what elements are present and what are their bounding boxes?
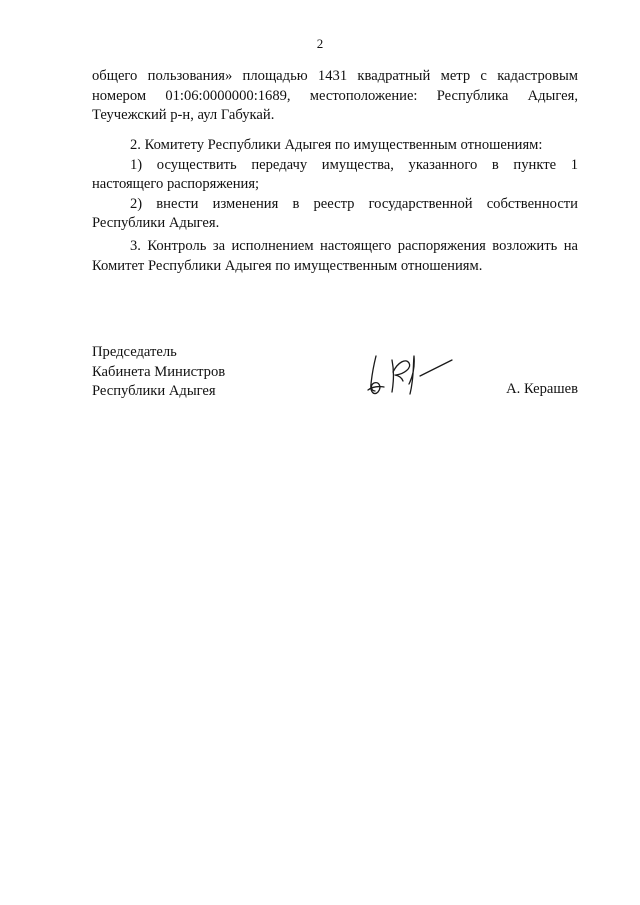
signer-title [92, 343, 225, 402]
paragraph-3-line-1: 3. Контроль за исполнением настоящего распоряжения возложить на [130, 238, 578, 254]
paragraph-1-line-3: Теучежский р-н, аул Габукай. [92, 107, 275, 123]
paragraph-2-heading: 2. Комитету Республики Адыгея по имущественным отношениям: [130, 137, 543, 153]
signatory-name: А. Керашев [506, 381, 578, 397]
item-1-line-1: 1) осуществить передачу имущества, указанного в пункте 1 [130, 156, 578, 173]
paragraph-1-line-1: общего пользования» площадью 1431 квадратный метр с кадастровым [92, 68, 578, 84]
paragraph-3 [92, 237, 578, 276]
paragraph-1-line-2: номером 01:06:0000000:1689, местоположение: Республика Адыгея, [92, 87, 578, 104]
signer-title-line-2: Кабинета Министров [92, 363, 226, 380]
signer-title-line-1: Председатель [92, 344, 177, 360]
item-2-line-1: 2) внести изменения в реестр государственной собственности [130, 195, 578, 212]
handwritten-signature [362, 350, 458, 402]
page-number: 2 [316, 36, 324, 51]
item-2-line-2: Республики Адыгея. [92, 215, 220, 231]
item-1-line-2: настоящего распоряжения; [92, 176, 260, 192]
paragraph-3-line-2: Комитет Республики Адыгея по имущественным отношениям. [92, 257, 483, 274]
paragraph-1 [92, 67, 578, 126]
signer-title-line-3: Республики Адыгея [92, 383, 216, 399]
paragraph-2 [92, 136, 578, 234]
